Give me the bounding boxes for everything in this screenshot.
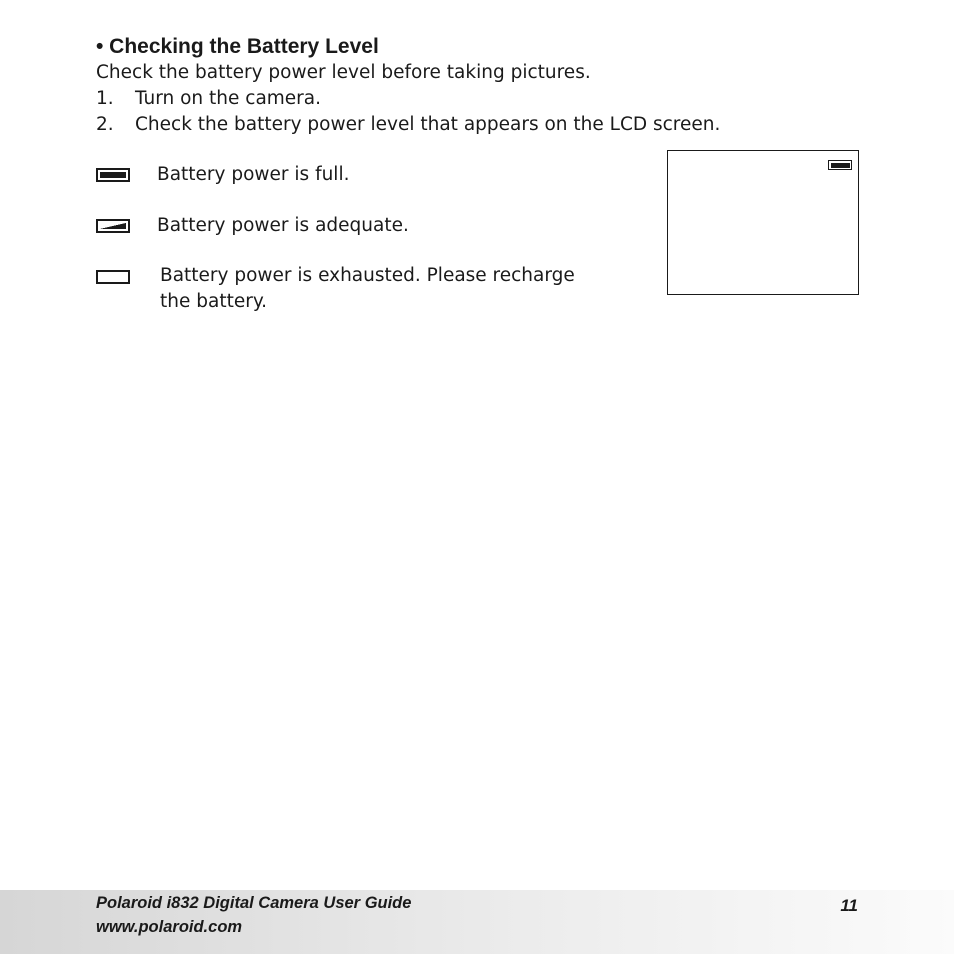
step-2 [96,114,720,135]
step-number: 2. [96,114,114,135]
battery-exhausted-text [160,263,575,315]
battery-adequate-text: Battery power is adequate. [157,215,409,236]
battery-full-icon [828,160,852,170]
intro-text: Check the battery power level before taking pictures. [96,62,591,83]
battery-exhausted-line2: the battery. [160,291,268,312]
step-1 [96,88,321,109]
footer-title: Polaroid i832 Digital Camera User Guide [96,894,412,912]
section-heading: • Checking the Battery Level [96,35,379,58]
battery-exhausted-line1: Battery power is exhausted. Please recharge [160,265,575,286]
step-number: 1. [96,88,114,109]
battery-full-icon [96,168,130,182]
footer-url: www.polaroid.com [96,918,243,936]
battery-adequate-icon [96,219,130,233]
battery-full-text: Battery power is full. [157,164,350,185]
step-text: Check the battery power level that appears on the LCD screen. [135,114,721,135]
battery-exhausted-icon [96,270,130,284]
page-number: 11 [840,896,858,915]
page-footer [0,890,954,954]
lcd-screen-illustration [667,150,859,295]
step-text: Turn on the camera. [135,88,322,109]
